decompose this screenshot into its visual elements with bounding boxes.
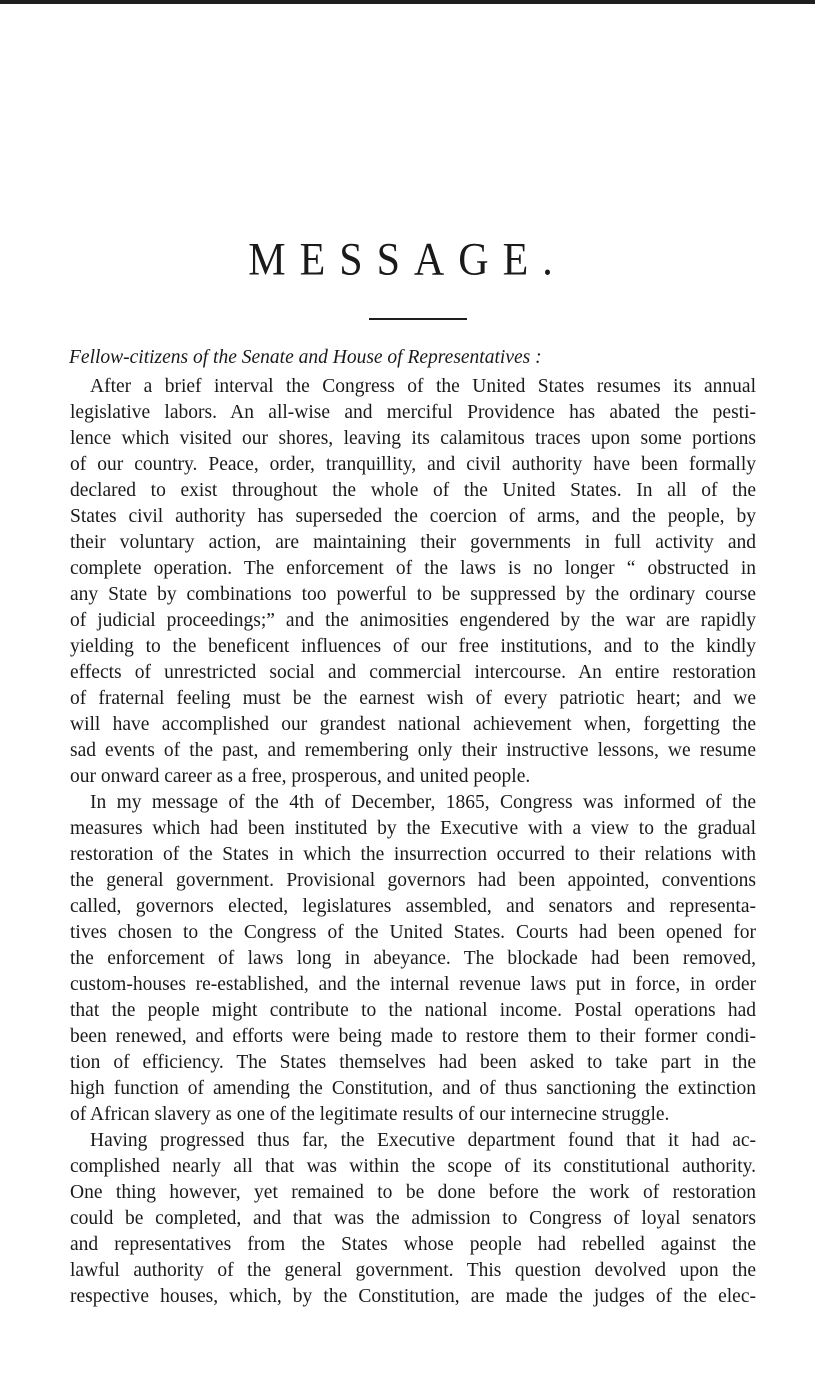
text-line: the enforcement of laws long in abeyance. The blockade had been removed, <box>70 948 756 969</box>
text-line: States civil authority has superseded the coercion of arms, and the people, by <box>70 506 756 527</box>
text-line: yielding to the beneficent influences of our free institutions, and to the kindly <box>70 636 756 657</box>
text-line: complished nearly all that was within the scope of its constitutional authority. <box>70 1156 756 1177</box>
page-title: MESSAGE. <box>248 234 567 286</box>
text-line: of our country. Peace, order, tranquillity, and civil authority have been formally <box>70 454 756 475</box>
text-line: effects of unrestricted social and commercial intercourse. An entire restoration <box>70 662 756 683</box>
title-underline-rule <box>369 318 467 320</box>
text-line: complete operation. The enforcement of the laws is no longer “ obstructed in <box>70 558 756 579</box>
text-line: of African slavery as one of the legitimate results of our internecine struggle. <box>70 1104 670 1125</box>
paragraph-1 <box>70 374 756 790</box>
salutation: Fellow-citizens of the Senate and House of Representatives : <box>69 347 542 368</box>
text-line: any State by combinations too powerful to be suppressed by the ordinary course <box>70 584 756 605</box>
text-line: of fraternal feeling must be the earnest wish of every patriotic heart; and we <box>70 688 756 709</box>
text-line: that the people might contribute to the national income. Postal operations had <box>70 1000 756 1021</box>
text-line: could be completed, and that was the admission to Congress of loyal senators <box>70 1208 756 1229</box>
text-line: of judicial proceedings;” and the animosities engendered by the war are rapidly <box>70 610 756 631</box>
text-line: and representatives from the States whose people had rebelled against the <box>70 1234 756 1255</box>
message-body <box>70 374 756 1310</box>
text-line: lence which visited our shores, leaving its calamitous traces upon some portions <box>70 428 756 449</box>
text-line: After a brief interval the Congress of the United States resumes its annual <box>90 376 756 397</box>
paragraph-3 <box>70 1128 756 1310</box>
top-border-rule <box>0 0 815 4</box>
text-line: restoration of the States in which the insurrection occurred to their relations with <box>70 844 756 865</box>
text-line: sad events of the past, and remembering only their instructive lessons, we resume <box>70 740 756 761</box>
text-line: will have accomplished our grandest national achievement when, forgetting the <box>70 714 756 735</box>
text-line: declared to exist throughout the whole of the United States. In all of the <box>70 480 756 501</box>
text-line: tives chosen to the Congress of the United States. Courts had been opened for <box>70 922 756 943</box>
text-line: legislative labors. An all-wise and merciful Providence has abated the pesti- <box>70 402 756 423</box>
text-line: One thing however, yet remained to be done before the work of restoration <box>70 1182 756 1203</box>
text-line: been renewed, and efforts were being made to restore them to their former condi- <box>70 1026 756 1047</box>
text-line: custom-houses re-established, and the internal revenue laws put in force, in order <box>70 974 756 995</box>
paragraph-2 <box>70 790 756 1128</box>
text-line: respective houses, which, by the Constitution, are made the judges of the elec- <box>70 1286 756 1307</box>
text-line: the general government. Provisional governors had been appointed, conventions <box>70 870 756 891</box>
text-line: Having progressed thus far, the Executive department found that it had ac- <box>90 1130 756 1151</box>
text-line: our onward career as a free, prosperous, and united people. <box>70 766 531 787</box>
text-line: lawful authority of the general government. This question devolved upon the <box>70 1260 756 1281</box>
text-line: measures which had been instituted by the Executive with a view to the gradual <box>70 818 756 839</box>
text-line: In my message of the 4th of December, 1865, Congress was informed of the <box>90 792 756 813</box>
text-line: high function of amending the Constitution, and of thus sanctioning the extinction <box>70 1078 756 1099</box>
text-line: called, governors elected, legislatures assembled, and senators and representa- <box>70 896 756 917</box>
text-line: their voluntary action, are maintaining their governments in full activity and <box>70 532 756 553</box>
text-line: tion of efficiency. The States themselves had been asked to take part in the <box>70 1052 756 1073</box>
